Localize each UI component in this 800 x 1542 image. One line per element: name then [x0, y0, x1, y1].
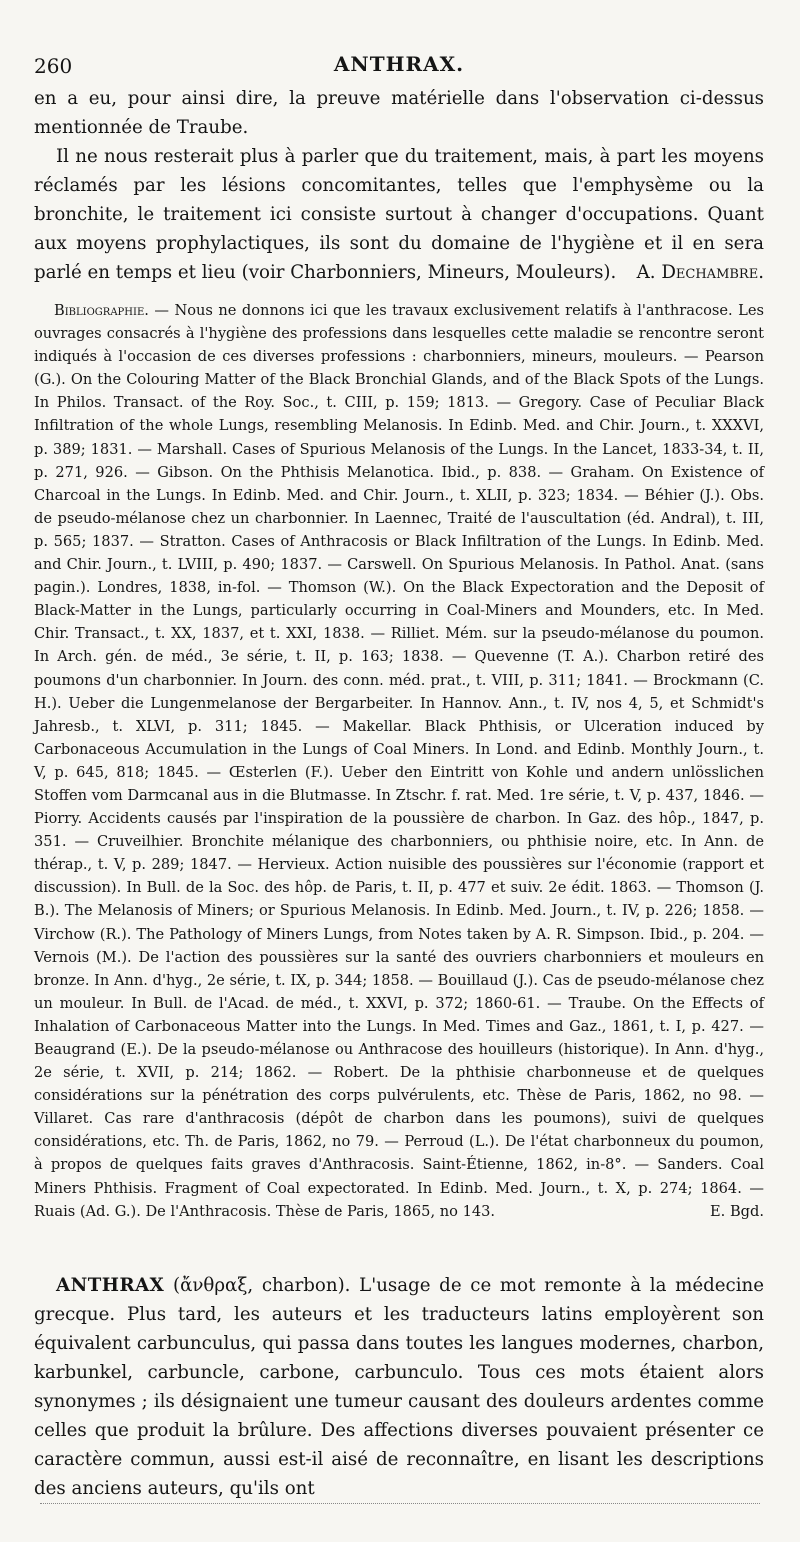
anthrax-entry-text: (ἄνθραξ, charbon). L'usage de ce mot remonte à la médecine grecque. Plus tard, les auteurs et les traducteurs latins employèrent son équivalent carbunculus, qui passa dans toutes les langues modernes, charbon, karbunkel, carbuncle, carbone, carbunculo. Tous ces mots étaient alors synonymes ; ils désignaient une tumeur causant des douleurs ardentes comme celles que produit la brûlure. Des affections diverses pouvaient présenter ce caractère commun, aussi est-il aisé de reconnaître, en lisant les descriptions des anciens auteurs, qu'ils ont: [34, 1274, 764, 1499]
paragraph-continuation: en a eu, pour ainsi dire, la preuve matérielle dans l'observation ci-dessus mentionnée de Traube.: [34, 88, 764, 138]
running-head: [34, 52, 764, 82]
bibliography-section: [34, 299, 764, 1223]
paragraph-treatment: Il ne nous resterait plus à parler que du traitement, mais, à part les moyens réclamés par les lésions concomitantes, telles que l'emphysème ou la bronchite, le traitement ici consiste surtout à changer d'occupations. Quant aux moyens prophylactiques, ils sont du domaine de l'hygiène et il en sera parlé en temps et lieu (voir Charbonniers, Mineurs, Mouleurs).: [34, 146, 764, 283]
treatment-block: [34, 142, 764, 287]
running-title: ANTHRAX.: [333, 52, 465, 76]
page-number: 260: [34, 54, 73, 78]
bottom-rule: [40, 1503, 760, 1504]
document-page: [34, 52, 764, 1503]
bibliography-text: — Nous ne donnons ici que les travaux exclusivement relatifs à l'anthracose. Les ouvrages consacrés à l'hygiène des professions dans lesquelles cette maladie se rencontre seront indiqués à l'occasion de ces diverses professions : charbonniers, mineurs, mouleurs. — Pearson (G.). On the Colouring Matter of the Black Bronchial Glands, and of the Black Spots of the Lungs. In Philos. Transact. of the Roy. Soc., t. CIII, p. 159; 1813. — Gregory. Case of Peculiar Black Infiltration of the whole Lungs, resembling Melanosis. In Edinb. Med. and Chir. Journ., t. XXXVI, p. 389; 1831. — Marshall. Cases of Spurious Melanosis of the Lungs. In the Lancet, 1833-34, t. II, p. 271, 926. — Gibson. On the Phthisis Melanotica. Ibid., p. 838. — Graham. On Existence of Charcoal in the Lungs. In Edinb. Med. and Chir. Journ., t. XLII, p. 323; 1834. — Béhier (J.). Obs. de pseudo-mélanose chez un charbonnier. In Laennec, Traité de l'auscultation (éd. Andral), t. III, p. 565; 1837. — Stratton. Cases of Anthracosis or Black Infiltration of the Lungs. In Edinb. Med. and Chir. Journ., t. LVIII, p. 490; 1837. — Carswell. On Spurious Melanosis. In Pathol. Anat. (sans pagin.). Londres, 1838, in-fol. — Thomson (W.). On the Black Expectoration and the Deposit of Black-Matter in the Lungs, particularly occurring in Coal-Miners and Mounders, etc. In Med. Chir. Transact., t. XX, 1837, et t. XXI, 1838. — Rilliet. Mém. sur la pseudo-mélanose du poumon. In Arch. gén. de méd., 3e série, t. II, p. 163; 1838. — Quevenne (T. A.). Charbon retiré des poumons d'un charbonnier. In Journ. des conn. méd. prat., t. VIII, p. 311; 1841. — Brockmann (C. H.). Ueber die Lungenmelanose der Bergarbeiter. In Hannov. Ann., t. IV, nos 4, 5, et Schmidt's Jahresb., t. XLVI, p. 311; 1845. — Makellar. Black Phthisis, or Ulceration induced by Carbonaceous Accumulation in the Lungs of Coal Miners. In Lond. and Edinb. Monthly Journ., t. V, p. 645, 818; 1845. — Œsterlen (F.). Ueber den Eintritt von Kohle und andern unlösslichen Stoffen vom Darmcanal aus in die Blutmasse. In Ztschr. f. rat. Med. 1re série, t. V, p. 437, 1846. — Piorry. Accidents causés par l'inspiration de la poussière de charbon. In Gaz. des hôp., 1847, p. 351. — Cruveilhier. Bronchite mélanique des charbonniers, ou phthisie noire, etc. In Ann. de thérap., t. V, p. 289; 1847. — Hervieux. Action nuisible des poussières sur l'économie (rapport et discussion). In Bull. de la Soc. des hôp. de Paris, t. II, p. 477 et suiv. 2e édit. 1863. — Thomson (J. B.). The Melanosis of Miners; or Spurious Melanosis. In Edinb. Med. Journ., t. IV, p. 226; 1858. — Virchow (R.). The Pathology of Miners Lungs, from Notes taken by A. R. Simpson. Ibid., p. 204. — Vernois (M.). De l'action des poussières sur la santé des ouvriers charbonniers et mouleurs en bronze. In Ann. d'hyg., 2e série, t. IX, p. 344; 1858. — Bouillaud (J.). Cas de pseudo-mélanose chez un mouleur. In Bull. de l'Acad. de méd., t. XXVI, p. 372; 1860-61. — Traube. On the Effects of Inhalation of Carbonaceous Matter into the Lungs. In Med. Times and Gaz., 1861, t. I, p. 427. — Beaugrand (E.). De la pseudo-mélanose ou Anthracose des houilleurs (historique). In Ann. d'hyg., 2e série, t. XVII, p. 214; 1862. — Robert. De la phthisie charbonneuse et de quelques considérations sur la pénétration des corps pulvérulents, etc. Thèse de Paris, 1862, no 98. — Villaret. Cas rare d'anthracosis (dépôt de charbon dans les poumons), suivi de quelques considérations, etc. Th. de Paris, 1862, no 79. — Perroud (L.). De l'état charbonneux du poumon, à propos de quelques faits graves d'Anthracosis. Saint-Étienne, 1862, in-8°. — Sanders. Coal Miners Phthisis. Fragment of Coal expectorated. In Edinb. Med. Journ., t. X, p. 274; 1864. — Ruais (Ad. G.). De l'Anthracosis. Thèse de Paris, 1865, no 143.: [34, 302, 764, 1220]
anthrax-entry: [34, 1271, 764, 1503]
bibliography-label: Bibliographie.: [54, 302, 149, 319]
author-signature: A. Dechambre.: [636, 262, 764, 283]
anthrax-headword: ANTHRAX: [56, 1274, 165, 1296]
bibliography-signature: E. Bgd.: [710, 1202, 764, 1220]
